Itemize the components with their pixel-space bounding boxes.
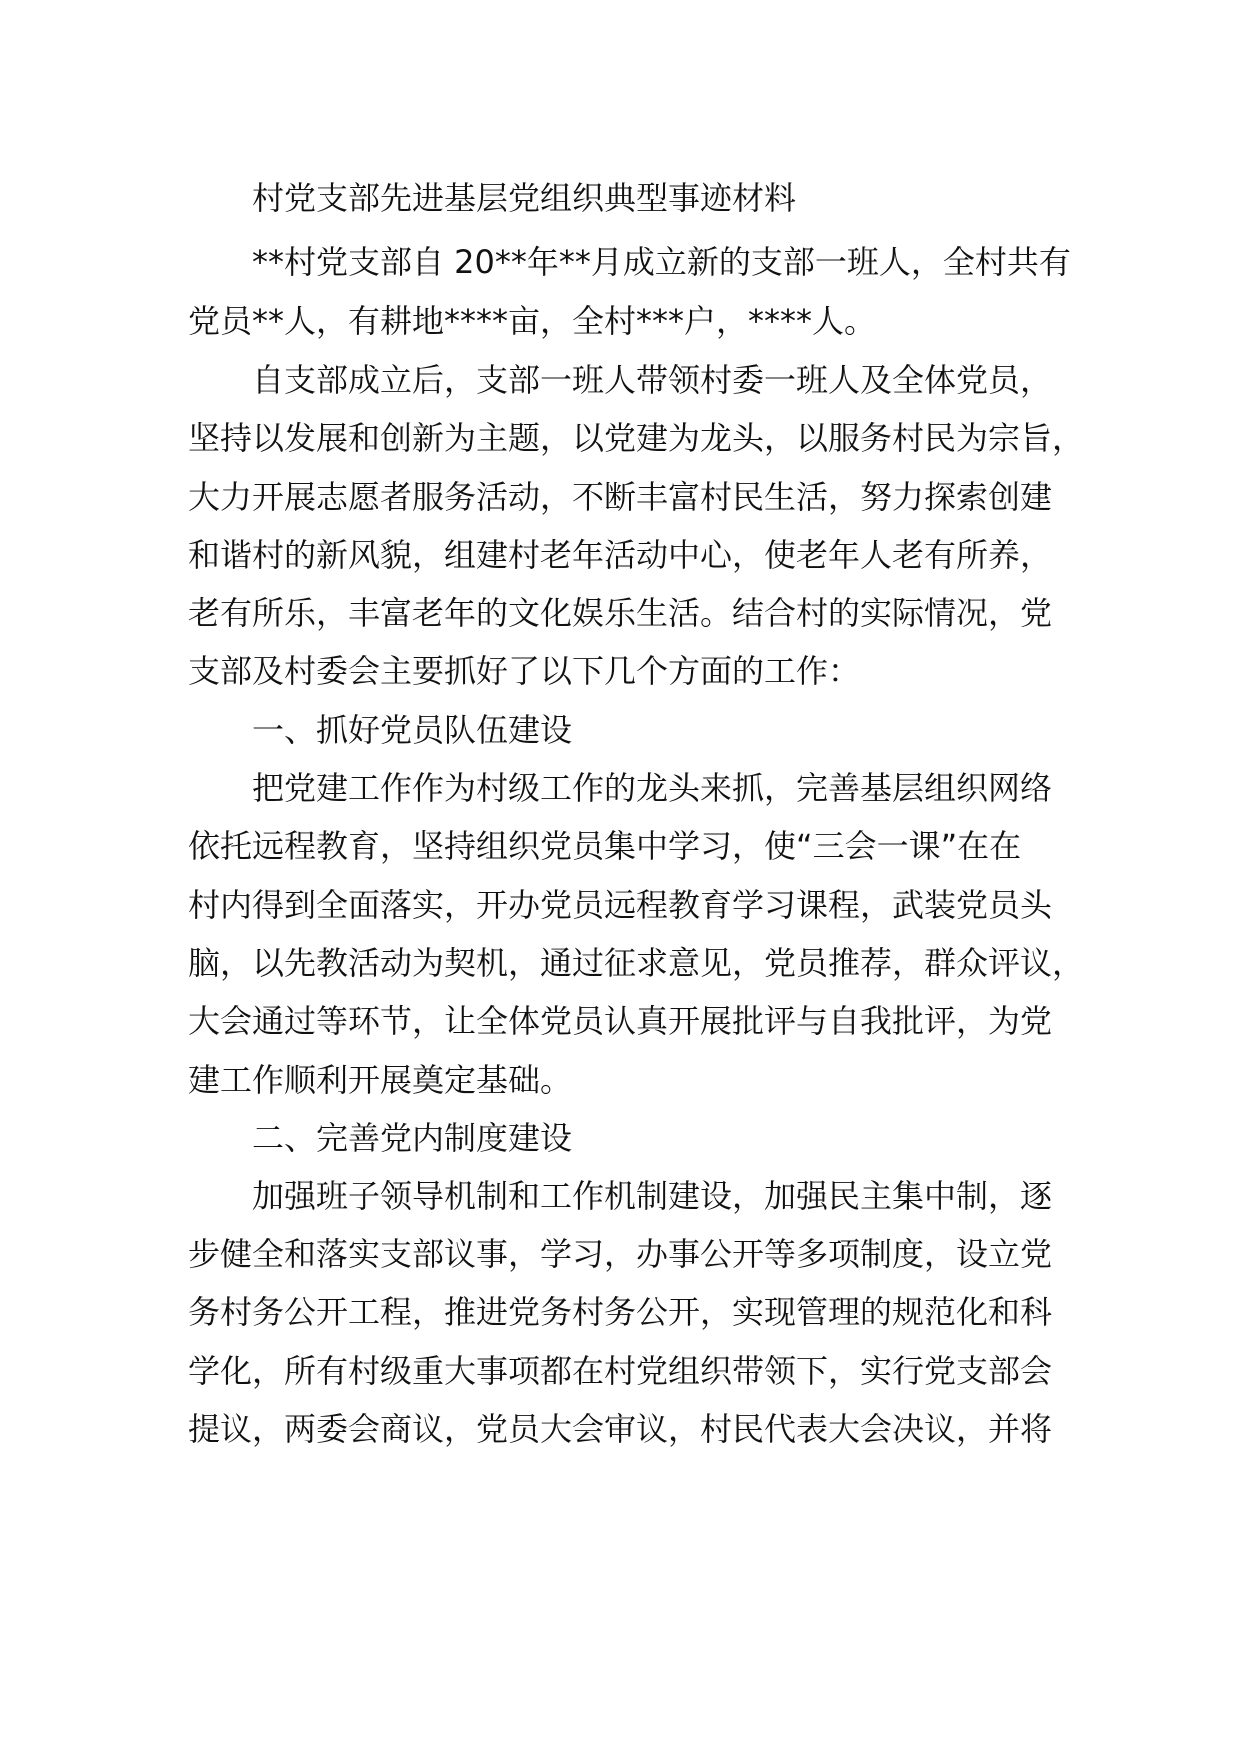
paragraph-line: 坚持以发展和创新为主题，以党建为龙头，以服务村民为宗旨，	[188, 419, 1085, 457]
paragraph-line: 建工作顺利开展奠定基础。	[188, 1061, 573, 1099]
paragraph-line: 提议，两委会商议，党员大会审议，村民代表大会决议，并将	[188, 1410, 1053, 1448]
paragraph-line: 大力开展志愿者服务活动，不断丰富村民生活，努力探索创建	[188, 478, 1053, 516]
paragraph-line: 和谐村的新风貌，组建村老年活动中心，使老年人老有所养，	[188, 536, 1053, 574]
paragraph-line: 务村务公开工程，推进党务村务公开，实现管理的规范化和科	[188, 1293, 1053, 1331]
paragraph-line: 大会通过等环节，让全体党员认真开展批评与自我批评，为党	[188, 1002, 1053, 1040]
paragraph-line: 党员**人，有耕地****亩，全村***户，****人。	[188, 302, 877, 340]
paragraph-line: 老有所乐，丰富老年的文化娱乐生活。结合村的实际情况，党	[188, 594, 1053, 632]
document-title: 村党支部先进基层党组织典型事迹材料	[252, 179, 797, 217]
paragraph-line: 脑，以先教活动为契机，通过征求意见，党员推荐，群众评议，	[188, 944, 1085, 982]
paragraph-line: 支部及村委会主要抓好了以下几个方面的工作：	[188, 652, 861, 690]
paragraph-line: 依托远程教育，坚持组织党员集中学习，使“三会一课”在在	[188, 827, 1022, 865]
paragraph-line: **村党支部自 20**年**月成立新的支部一班人，全村共有	[252, 243, 1071, 281]
section-heading: 一、抓好党员队伍建设	[252, 711, 573, 749]
paragraph-line: 把党建工作作为村级工作的龙头来抓，完善基层组织网络	[252, 769, 1053, 807]
paragraph-line: 学化，所有村级重大事项都在村党组织带领下，实行党支部会	[188, 1352, 1053, 1390]
paragraph-line: 步健全和落实支部议事，学习，办事公开等多项制度，设立党	[188, 1235, 1053, 1273]
paragraph-line: 村内得到全面落实，开办党员远程教育学习课程，武装党员头	[188, 886, 1053, 924]
section-heading: 二、完善党内制度建设	[252, 1119, 573, 1157]
paragraph-line: 加强班子领导机制和工作机制建设，加强民主集中制，逐	[252, 1177, 1053, 1215]
paragraph-line: 自支部成立后，支部一班人带领村委一班人及全体党员，	[252, 361, 1053, 399]
